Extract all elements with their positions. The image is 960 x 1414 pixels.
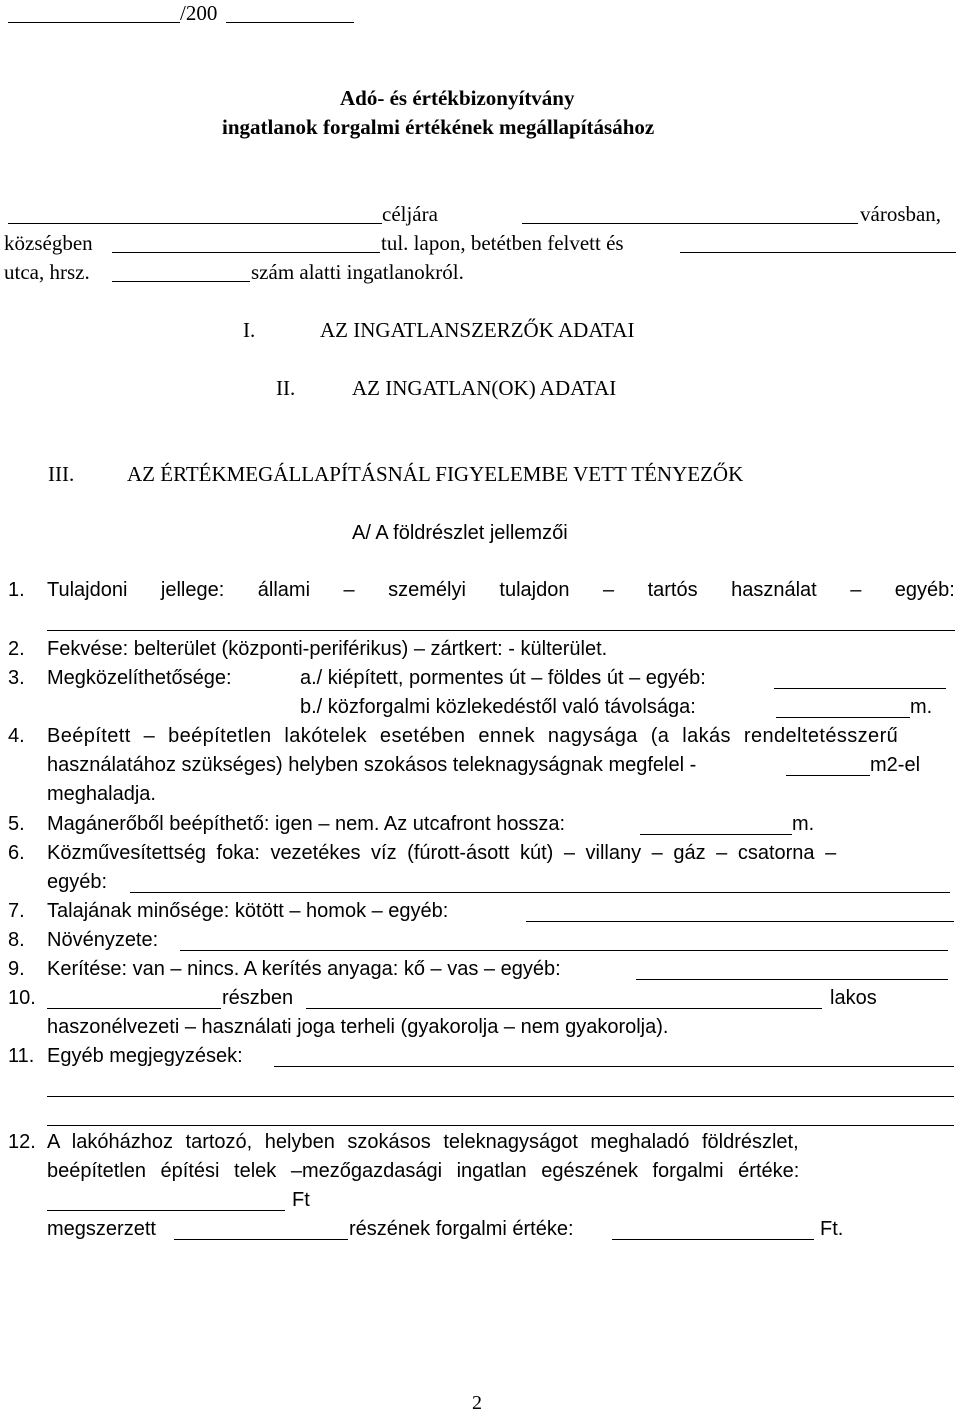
city-blank[interactable] [522,223,858,224]
item-7-num: 7. [8,900,25,922]
item-10-part: részben [222,987,294,1009]
item-11-blank-3[interactable] [47,1125,954,1126]
item-6-blank[interactable] [130,892,950,893]
section-title-1: AZ INGATLANSZERZŐK ADATAI [320,318,635,342]
item-10-share-blank[interactable] [47,1008,221,1009]
section-num-2: II. [276,376,296,400]
item-3-num: 3. [8,667,25,689]
section-title-2: AZ INGATLAN(OK) ADATAI [352,376,617,400]
item-2-text: Fekvése: belterület (központi-periférikus) – zártkert: - külterület. [47,638,608,660]
item-9-blank[interactable] [636,979,948,980]
doc-title-line1: Adó- és értékbizonyítvány [340,86,575,110]
item-7-text: Talajának minősége: kötött – homok – egyéb: [47,900,449,922]
item-12-num: 12. [8,1131,36,1153]
item-1-word: használat [731,579,817,601]
item-1-word: jellege: [160,579,225,601]
subsection-title: A/ A földrészlet jellemzői [352,522,568,544]
address-label: szám alatti ingatlanokról. [251,260,464,284]
item-12-acquired-label: megszerzett [47,1218,156,1240]
item-5-unit: m. [792,813,815,835]
item-4-num: 4. [8,725,25,747]
item-12-line1: A lakóházhoz tartozó, helyben szokásos teleknagyságot meghaladó földrészlet, [47,1131,799,1153]
item-8-num: 8. [8,929,25,951]
item-4-unit: m2-el [870,754,921,776]
item-8-blank[interactable] [180,950,948,951]
item-1-word: – [602,579,615,601]
street-label: utca, hrsz. [4,260,90,284]
item-2-num: 2. [8,638,25,660]
village-label: községben [4,231,93,255]
item-11-blank-1[interactable] [274,1066,954,1067]
item-6-num: 6. [8,842,25,864]
purpose-blank[interactable] [8,223,382,224]
item-12-total-blank[interactable] [47,1210,285,1211]
item-3-a-blank[interactable] [774,688,946,689]
item-5-num: 5. [8,813,25,835]
item-4-line3: meghaladja. [47,783,156,805]
item-3-b: b./ közforgalmi közlekedéstől való távolsága: [300,696,696,718]
sheet-blank[interactable] [680,252,956,253]
section-num-3: III. [48,462,75,486]
item-3-b-unit: m. [910,696,933,718]
item-1-word: tartós [647,579,698,601]
year-blank[interactable] [226,22,354,23]
item-1-word: egyéb: [894,579,955,601]
item-4-line1: Beépített – beépítetlen lakótelek esetében ennek nagysága (a lakás rendeltetésszerű [47,725,899,747]
purpose-label: céljára [382,202,438,226]
item-12-line2: beépítetlen építési telek –mezőgazdasági ingatlan egészének forgalmi értéke: [47,1160,800,1182]
item-12-share-blank[interactable] [174,1239,348,1240]
doc-title-line2: ingatlanok forgalmi értékének megállapításához [222,115,655,139]
section-title-3: AZ ÉRTÉKMEGÁLLAPÍTÁSNÁL FIGYELEMBE VETT TÉNYEZŐK [127,462,744,486]
item-1-word: tulajdon [499,579,570,601]
item-8-text: Növényzete: [47,929,159,951]
item-1-word: személyi [388,579,466,601]
item-12-value-blank[interactable] [612,1239,814,1240]
item-1-other-blank[interactable] [47,630,955,631]
item-10-name-blank[interactable] [306,1008,822,1009]
item-1-word: állami [257,579,311,601]
item-3-a: a./ kiépített, pormentes út – földes út – egyéb: [300,667,706,689]
street-blank[interactable] [112,281,250,282]
item-4-line2: használatához szükséges) helyben szokásos teleknagyságnak megfelel - [47,754,697,776]
item-4-blank[interactable] [786,775,870,776]
item-3-label: Megközelíthetősége: [47,667,232,689]
item-10-line2: haszonélvezeti – használati joga terheli (gyakorolja – nem gyakorolja). [47,1016,669,1038]
doc-number-suffix: /200 [180,1,218,25]
item-6-line1: Közművesítettség foka: vezetékes víz (fúrott-ásott kút) – villany – gáz – csatorna – [47,842,837,864]
item-1-word: Tulajdoni [47,579,128,601]
item-1-num: 1. [8,579,25,601]
village-blank[interactable] [112,252,380,253]
doc-number-blank[interactable] [8,22,180,23]
section-num-1: I. [243,318,256,342]
item-10-lakos: lakos [830,987,877,1009]
item-3-b-blank[interactable] [776,717,910,718]
item-5-text: Magánerőből beépíthető: igen – nem. Az utcafront hossza: [47,813,566,835]
item-7-blank[interactable] [526,921,954,922]
item-12-share-label: részének forgalmi értéke: [349,1218,574,1240]
item-11-num: 11. [8,1045,35,1067]
item-5-blank[interactable] [640,834,792,835]
item-12-total-unit: Ft [292,1189,310,1211]
item-1-word: – [343,579,355,601]
item-11-blank-2[interactable] [47,1096,954,1097]
city-label: városban, [860,202,942,226]
item-1-word: – [850,579,862,601]
item-11-text: Egyéb megjegyzések: [47,1045,243,1067]
item-1-text [47,580,955,600]
sheet-label: tul. lapon, betétben felvett és [381,231,624,255]
page-number: 2 [472,1392,482,1414]
item-9-text: Kerítése: van – nincs. A kerítés anyaga: kő – vas – egyéb: [47,958,561,980]
item-6-line2: egyéb: [47,871,108,893]
item-12-value-unit: Ft. [820,1218,844,1240]
item-9-num: 9. [8,958,25,980]
item-10-num: 10. [8,987,36,1009]
